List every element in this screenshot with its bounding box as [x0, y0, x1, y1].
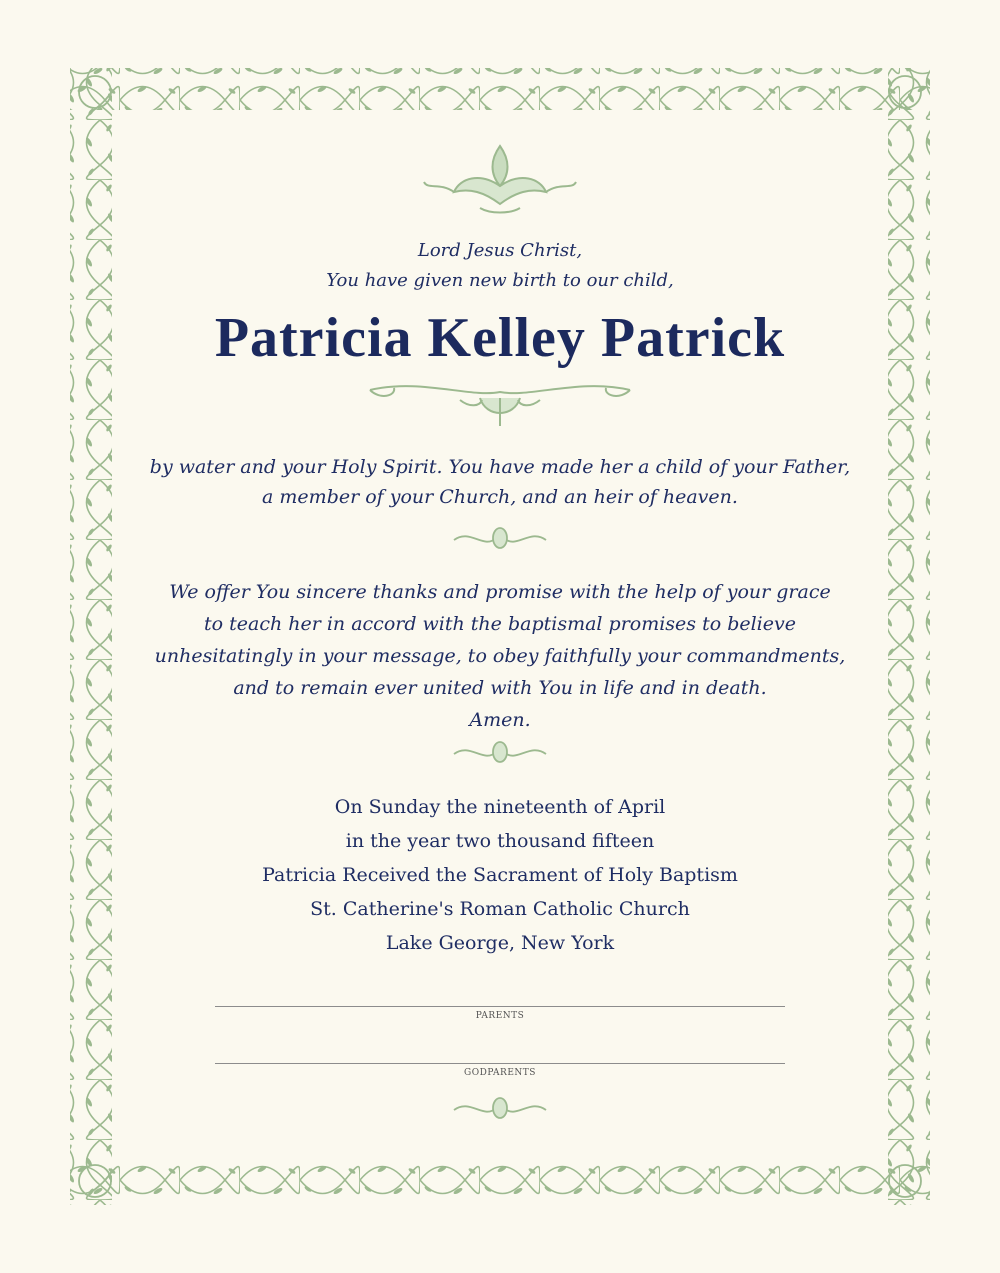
- paragraph-line: We offer You sincere thanks and promise with the help of your grace: [169, 581, 831, 603]
- fleur-de-lis-ornament-icon: [420, 142, 580, 216]
- paragraph-line: Amen.: [469, 709, 531, 731]
- sacrament-details: [0, 790, 1000, 960]
- intro-line: Lord Jesus Christ,: [417, 240, 583, 261]
- parents-label: PARENTS: [475, 1011, 525, 1021]
- intro-text: [0, 236, 1000, 296]
- flourish-divider-icon: [450, 1094, 550, 1124]
- parents-signature-line: [215, 1006, 785, 1007]
- details-line: Lake George, New York: [385, 932, 615, 954]
- details-line: On Sunday the nineteenth of April: [334, 796, 666, 818]
- details-line: in the year two thousand fifteen: [345, 830, 655, 852]
- thanksgiving-paragraph: [0, 576, 1000, 736]
- flourish-divider-icon: [450, 738, 550, 768]
- flourish-divider-icon: [450, 524, 550, 554]
- paragraph-line: by water and your Holy Spirit. You have made her a child of your Father,: [149, 456, 851, 478]
- paragraph-line: unhesitatingly in your message, to obey faithfully your commandments,: [154, 645, 846, 667]
- blessing-paragraph: [0, 452, 1000, 512]
- details-line: St. Catherine's Roman Catholic Church: [310, 898, 690, 920]
- details-line: Patricia Received the Sacrament of Holy Baptism: [262, 864, 738, 886]
- flourish-divider-icon: [360, 378, 640, 430]
- paragraph-line: a member of your Church, and an heir of heaven.: [262, 486, 738, 508]
- paragraph-line: and to remain ever united with You in life and in death.: [233, 677, 767, 699]
- paragraph-line: to teach her in accord with the baptismal promises to believe: [204, 613, 796, 635]
- godparents-signature-line: [215, 1063, 785, 1064]
- child-name: Patricia Kelley Patrick: [214, 307, 786, 369]
- intro-line: You have given new birth to our child,: [326, 270, 674, 291]
- godparents-label: GODPARENTS: [464, 1068, 536, 1078]
